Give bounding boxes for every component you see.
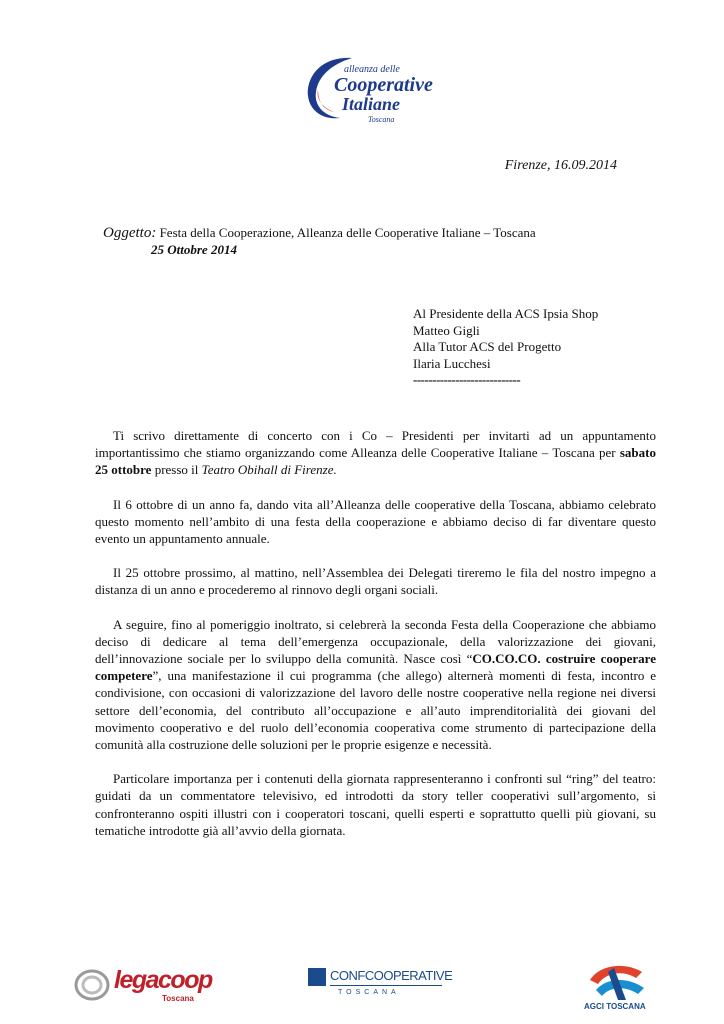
- confcooperative-wordmark: CONFCOOPERATIVE: [330, 968, 453, 983]
- confcooperative-mark-icon: [308, 968, 326, 986]
- recipient-line: Ilaria Lucchesi: [413, 355, 491, 371]
- paragraph-text: Ti scrivo direttamente di concerto con i Co – Presidenti per invitarti ad un appuntamento importantissimo che stiamo organizzando come Alleanza delle Cooperative Italiane – Toscana per: [95, 428, 656, 461]
- event-date-bold: sabato 25 ottobre: [95, 445, 656, 478]
- subject-label: Oggetto:: [103, 225, 157, 241]
- paragraph-2: Il 6 ottobre di un anno fa, dando vita all’Alleanza delle cooperative della Toscana, abbiamo celebrato questo momento nell’ambito di una festa della cooperazione e abbiamo deciso di far diventare questo evento un appuntamento annuale.: [95, 496, 656, 547]
- subject-text: Festa della Cooperazione, Alleanza delle Cooperative Italiane – Toscana: [159, 225, 536, 240]
- legacoop-mark-icon: [74, 968, 110, 1002]
- subject-date: 25 Ottobre 2014: [151, 242, 237, 257]
- recipient-line: Matteo Gigli: [413, 322, 480, 338]
- legacoop-logo: [74, 964, 214, 1008]
- agci-mark-icon: [586, 960, 648, 1002]
- paragraph-text: ”, una manifestazione il cui programma (che allego) alternerà momenti di festa, incontro e condivisione, con occasioni di valorizzazione del lavoro delle nostre cooperative nella regione nei diversi settore dell’economia, del contributo all’occupazione e all’auto imprenditorialità dei giovani del movimento cooperativo e del ruolo dell’economia cooperativa come strumento di partecipazione della comunità alla costruzione delle soluzioni per le proprie esigenze e necessità.: [95, 668, 656, 753]
- paragraph-1: [95, 427, 656, 479]
- recipient-line: Alla Tutor ACS del Progetto: [413, 339, 562, 354]
- logo-line-toscana: Toscana: [368, 115, 395, 124]
- logo-line-italiane: Italiane: [342, 94, 401, 114]
- letter-date: Firenze, 16.09.2014: [504, 158, 617, 173]
- logo-line-alleanza: alleanza delle: [344, 64, 400, 75]
- legacoop-sub: Toscana: [162, 994, 194, 1003]
- logo-line-cooperative: Cooperative: [334, 74, 433, 96]
- venue-italic: Teatro Obihall di Firenze.: [201, 462, 337, 478]
- alleanza-cooperative-logo: [300, 50, 433, 130]
- letter-body: [95, 427, 656, 856]
- confcooperative-sub: TOSCANA: [338, 989, 400, 996]
- paragraph-5: Particolare importanza per i contenuti della giornata rappresenteranno i confronti sul “ring” del teatro: guidati da un commentatore televisivo, ed introdotti da story teller cooperativi sull’argomento, si confronteranno ospiti illustri con i cooperatori toscani, quelli esperti e soprattutto quelli più giovani, su tematiche introdotte già all’avvio della giornata.: [95, 771, 656, 838]
- confcooperative-divider: [330, 985, 442, 986]
- paragraph-text: presso il: [151, 462, 202, 478]
- recipients-rule: ----------------------------: [413, 372, 521, 387]
- recipients-block: [413, 306, 598, 389]
- agci-toscana-logo: [580, 960, 655, 1015]
- paragraph-text: A seguire, fino al pomeriggio inoltrato, si celebrerà la seconda Festa della Cooperazione che abbiamo deciso di dedicare al tema dell’emergenza occupazionale, della valorizzazione dei giovani, dell’innovazione sociale per lo sviluppo della comunità. Nasce così “: [95, 616, 656, 667]
- paragraph-4: [95, 616, 656, 754]
- event-title-bold: CO.CO.CO. costruire cooperare competere: [95, 651, 656, 684]
- paragraph-3: Il 25 ottobre prossimo, al mattino, nell’Assemblea dei Delegati tireremo le fila del nostro impegno a distanza di un anno e procederemo al rinnovo degli organi sociali.: [95, 565, 656, 598]
- agci-wordmark: AGCI TOSCANA: [584, 1002, 646, 1011]
- recipient-line: Al Presidente della ACS Ipsia Shop: [413, 306, 599, 321]
- legacoop-wordmark: legacoop: [114, 966, 212, 994]
- confcooperative-logo: [308, 965, 453, 1005]
- subject-line: [103, 225, 536, 242]
